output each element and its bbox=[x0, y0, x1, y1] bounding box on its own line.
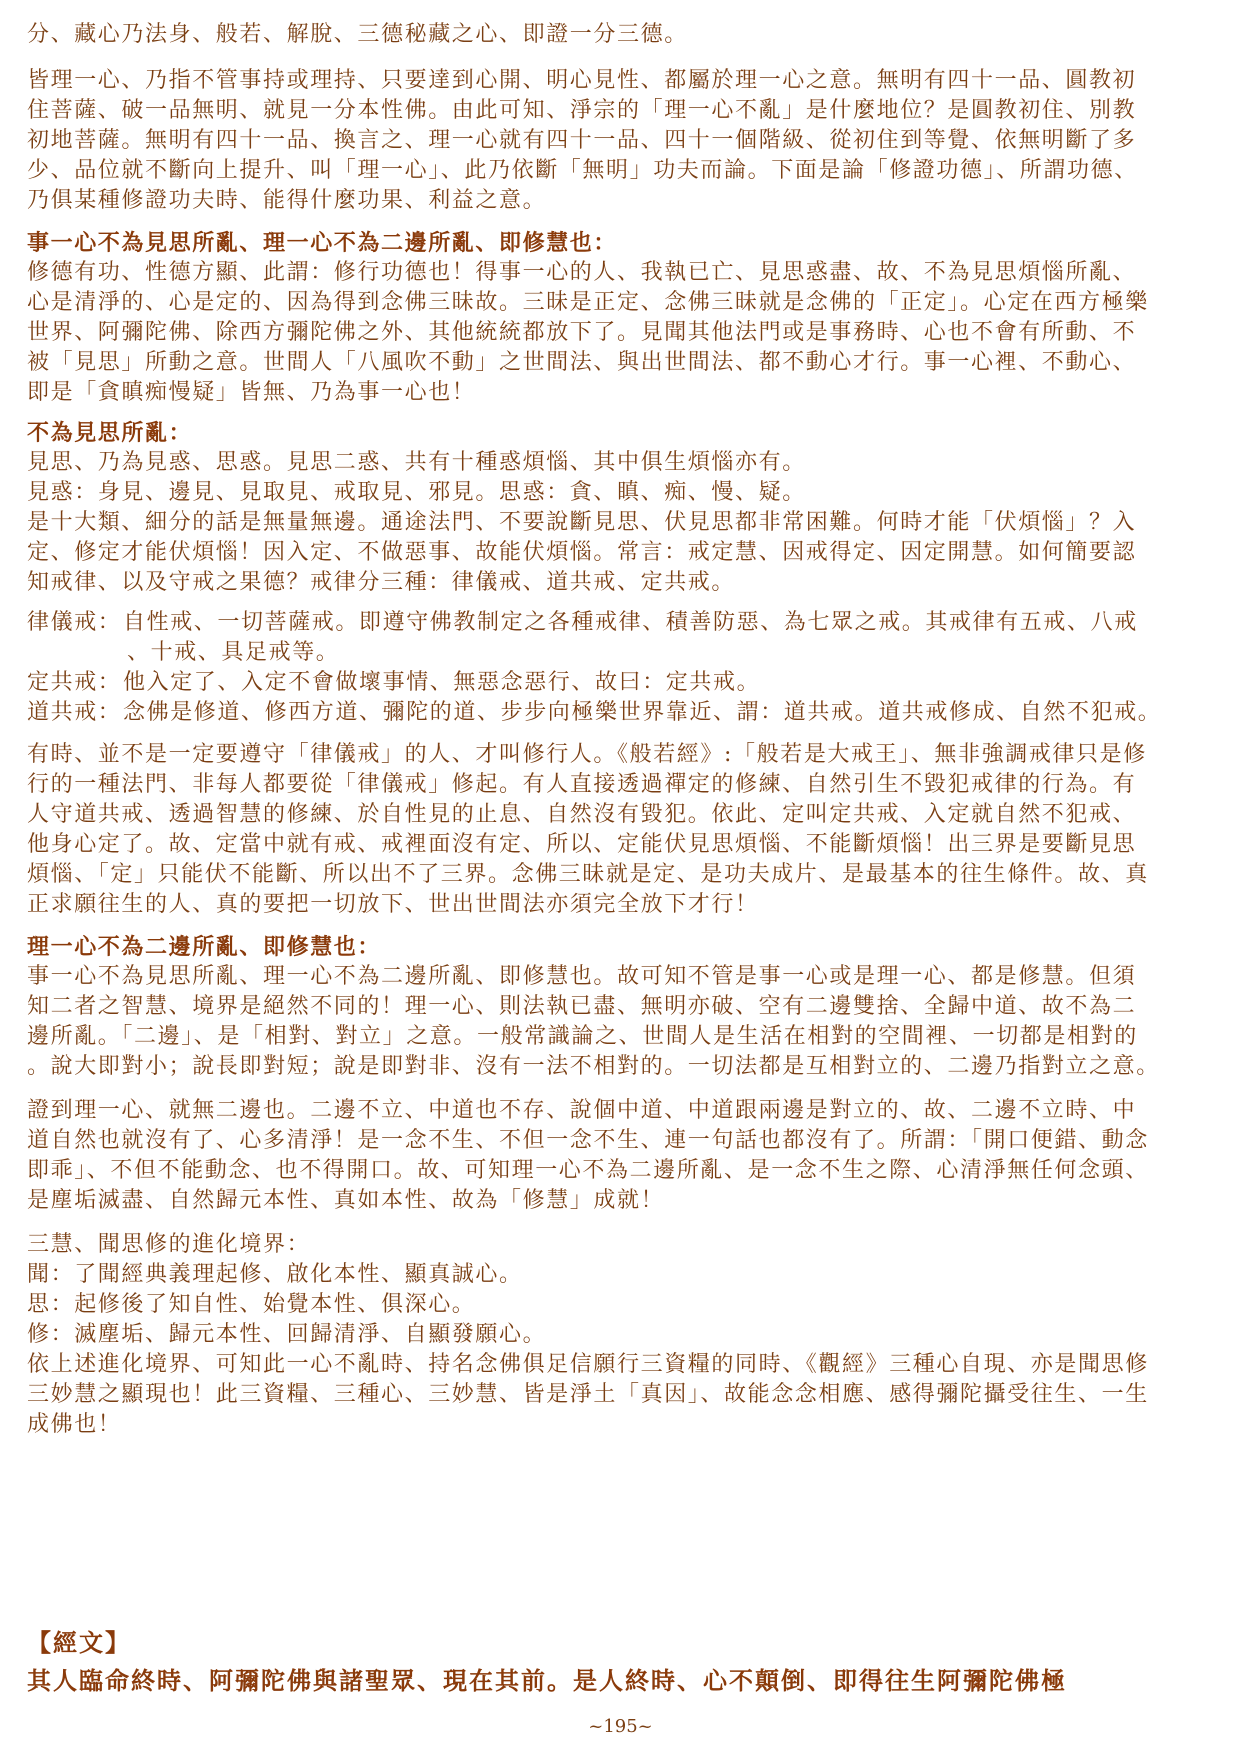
text-line: 。說大即對小；說長即對短；說是即對非、沒有一法不相對的。一切法都是互相對立的、二邊乃指對立之意。 bbox=[27, 1054, 1160, 1079]
heading-text: 事一心不為見思所亂、理一心不為二邊所亂、即修慧也： bbox=[27, 230, 618, 256]
text-line: 即是「貪瞋痴慢疑」皆無、乃為事一心也！ bbox=[27, 380, 476, 405]
text-line: 住菩薩、破一品無明、就見一分本性佛。由此可知、淨宗的「理一心不亂」是什麼地位？是圓教初住、別教 bbox=[27, 98, 1137, 123]
text-line: 定、修定才能伏煩惱！因入定、不做惡事、故能伏煩惱。常言：戒定慧、因戒得定、因定開慧。如何簡要認 bbox=[27, 540, 1137, 565]
text-line: 是十大類、細分的話是無量無邊。通途法門、不要說斷見思、伏見思都非常困難。何時才能「伏煩惱」？入 bbox=[27, 510, 1137, 535]
text-line: 有時、並不是一定要遵守「律儀戒」的人、才叫修行人。《般若經》:「般若是大戒王」、無非強調戒律只是修 bbox=[27, 742, 1147, 767]
text-line: 見思、乃為見惑、思惑。見思二惑、共有十種惑煩惱、其中俱生煩惱亦有。 bbox=[27, 450, 806, 475]
section-heading bbox=[27, 932, 1217, 962]
section-heading bbox=[27, 418, 1217, 448]
precepts-definitions bbox=[27, 608, 1217, 728]
text-line: 少、品位就不斷向上提升、叫「理一心」、此乃依斷「無明」功夫而論。下面是論「修證功德」、所謂功德、 bbox=[27, 158, 1138, 183]
definition-item bbox=[27, 698, 1217, 728]
heading-text: 不為見思所亂： bbox=[27, 420, 193, 446]
paragraph-xiude bbox=[27, 258, 1217, 408]
text-line: 世界、阿彌陀佛、除西方彌陀佛之外、其他統統都放下了。見聞其他法門或是事務時、心也不會有所動、不 bbox=[27, 320, 1137, 345]
text-line: 三慧、聞思修的進化境界： bbox=[27, 1232, 311, 1257]
text-line: 正求願往生的人、真的要把一切放下、世出世間法亦須完全放下才行！ bbox=[27, 892, 759, 917]
definition-term: 定共戒： bbox=[27, 670, 122, 695]
definition-text: 念佛是修道、修西方道、彌陀的道、步步向極樂世界靠近、謂：道共戒。道共戒修成、自然不犯戒。 bbox=[123, 700, 1162, 725]
text-line: 是塵垢滅盡、自然歸元本性、真如本性、故為「修慧」成就！ bbox=[27, 1188, 665, 1213]
text-line: 乃俱某種修證功夫時、能得什麼功果、利益之意。 bbox=[27, 188, 547, 213]
page-number: ~195~ bbox=[588, 1716, 653, 1737]
sutra-heading-text: 【經文】 bbox=[27, 1628, 131, 1657]
text-line: 皆理一心、乃指不管事持或理持、只要達到心開、明心見性、都屬於理一心之意。無明有四十一品、圓教初 bbox=[27, 68, 1137, 93]
sutra-heading bbox=[27, 1626, 1217, 1660]
text-line: 道自然也就沒有了、心多清淨！是一念不生、不但一念不生、連一句話也都沒有了。所謂：「開口便錯、動念 bbox=[27, 1128, 1149, 1153]
text-line: 人守道共戒、透過智慧的修練、於自性見的止息、自然沒有毀犯。依此、定叫定共戒、入定就自然不犯戒、 bbox=[27, 802, 1137, 827]
paragraph-erbian bbox=[27, 962, 1217, 1082]
text-line: 成佛也！ bbox=[27, 1412, 122, 1437]
text-line: 初地菩薩。無明有四十一品、換言之、理一心就有四十一品、四十一個階級、從初住到等覺、依無明斷了多 bbox=[27, 128, 1137, 153]
text-line: 他身心定了。故、定當中就有戒、戒裡面沒有定、所以、定能伏見思煩惱、不能斷煩惱！出三界是要斷見思 bbox=[27, 832, 1137, 857]
paragraph-jielv bbox=[27, 740, 1217, 920]
text-line: 行的一種法門、非每人都要從「律儀戒」修起。有人直接透過禪定的修練、自然引生不毀犯戒律的行為。有 bbox=[27, 772, 1137, 797]
definition-item bbox=[27, 608, 1217, 668]
text-line: 即乖」、不但不能動念、也不得開口。故、可知理一心不為二邊所亂、是一念不生之際、心清淨無任何念頭、 bbox=[27, 1158, 1149, 1183]
definition-text: 他入定了、入定不會做壞事情、無惡念惡行、故曰：定共戒。 bbox=[123, 670, 761, 695]
text-line: 依上述進化境界、可知此一心不亂時、持名念佛俱足信願行三資糧的同時、《觀經》三種心自現、亦是聞思修 bbox=[27, 1352, 1149, 1377]
paragraph-sanhui bbox=[27, 1230, 1217, 1440]
definition-item bbox=[27, 668, 1217, 698]
paragraph-intro bbox=[27, 20, 1217, 50]
text-line: 三妙慧之顯現也！此三資糧、三種心、三妙慧、皆是淨土「真因」、故能念念相應、感得彌陀攝受往生、一生 bbox=[27, 1382, 1149, 1407]
sutra-line: 其人臨命終時、阿彌陀佛與諸聖眾、現在其前。是人終時、心不顛倒、即得往生阿彌陀佛極 bbox=[27, 1666, 1067, 1695]
text-line: 修德有功、性德方顯、此謂：修行功德也！得事一心的人、我執已亡、見思惑盡、故、不為見思煩惱所亂、 bbox=[27, 260, 1137, 285]
text-line: 聞：了聞經典義理起修、啟化本性、顯真誠心。 bbox=[27, 1262, 523, 1287]
text-line: 知戒律、以及守戒之果德？戒律分三種：律儀戒、道共戒、定共戒。 bbox=[27, 570, 736, 595]
paragraph-li-yixin bbox=[27, 66, 1217, 216]
text-line: 知二者之智慧、境界是絕然不同的！理一心、則法執已盡、無明亦破、空有二邊雙捨、全歸中道、故不為二 bbox=[27, 994, 1137, 1019]
sutra-text bbox=[27, 1664, 1217, 1698]
section-heading bbox=[27, 228, 1217, 258]
text-line: 事一心不為見思所亂、理一心不為二邊所亂、即修慧也。故可知不管是事一心或是理一心、都是修慧。但須 bbox=[27, 964, 1137, 989]
paragraph-zhengli bbox=[27, 1096, 1217, 1216]
definition-text: 自性戒、一切菩薩戒。即遵守佛教制定之各種戒律、積善防惡、為七眾之戒。其戒律有五戒、八戒 bbox=[123, 610, 1138, 635]
definition-continuation: 、十戒、具足戒等。 bbox=[127, 640, 340, 665]
text-line: 心是清淨的、心是定的、因為得到念佛三昧故。三昧是正定、念佛三昧就是念佛的「正定」。心定在西方極樂 bbox=[27, 290, 1149, 315]
text-line: 煩惱、「定」只能伏不能斷、所以出不了三界。念佛三昧就是定、是功夫成片、是最基本的往生條件。故、真 bbox=[27, 862, 1149, 887]
text-line: 思：起修後了知自性、始覺本性、俱深心。 bbox=[27, 1292, 476, 1317]
text-line: 邊所亂。「二邊」、是「相對、對立」之意。一般常識論之、世間人是生活在相對的空間裡、一切都是相對的 bbox=[27, 1024, 1138, 1049]
paragraph-jiansi bbox=[27, 448, 1217, 598]
text-line: 分、藏心乃法身、般若、解脫、三德秘藏之心、即證一分三德。 bbox=[27, 22, 688, 47]
text-line: 證到理一心、就無二邊也。二邊不立、中道也不存、說個中道、中道跟兩邊是對立的、故、二邊不立時、中 bbox=[27, 1098, 1137, 1123]
text-line: 見惑：身見、邊見、見取見、戒取見、邪見。思惑：貪、瞋、痴、慢、疑。 bbox=[27, 480, 806, 505]
text-line: 修：滅塵垢、歸元本性、回歸清淨、自顯發願心。 bbox=[27, 1322, 547, 1347]
definition-term: 律儀戒： bbox=[27, 610, 122, 635]
text-line: 被「見思」所動之意。世間人「八風吹不動」之世間法、與出世間法、都不動心才行。事一心裡、不動心、 bbox=[27, 350, 1137, 375]
heading-text: 理一心不為二邊所亂、即修慧也： bbox=[27, 934, 382, 960]
definition-term: 道共戒： bbox=[27, 700, 122, 725]
